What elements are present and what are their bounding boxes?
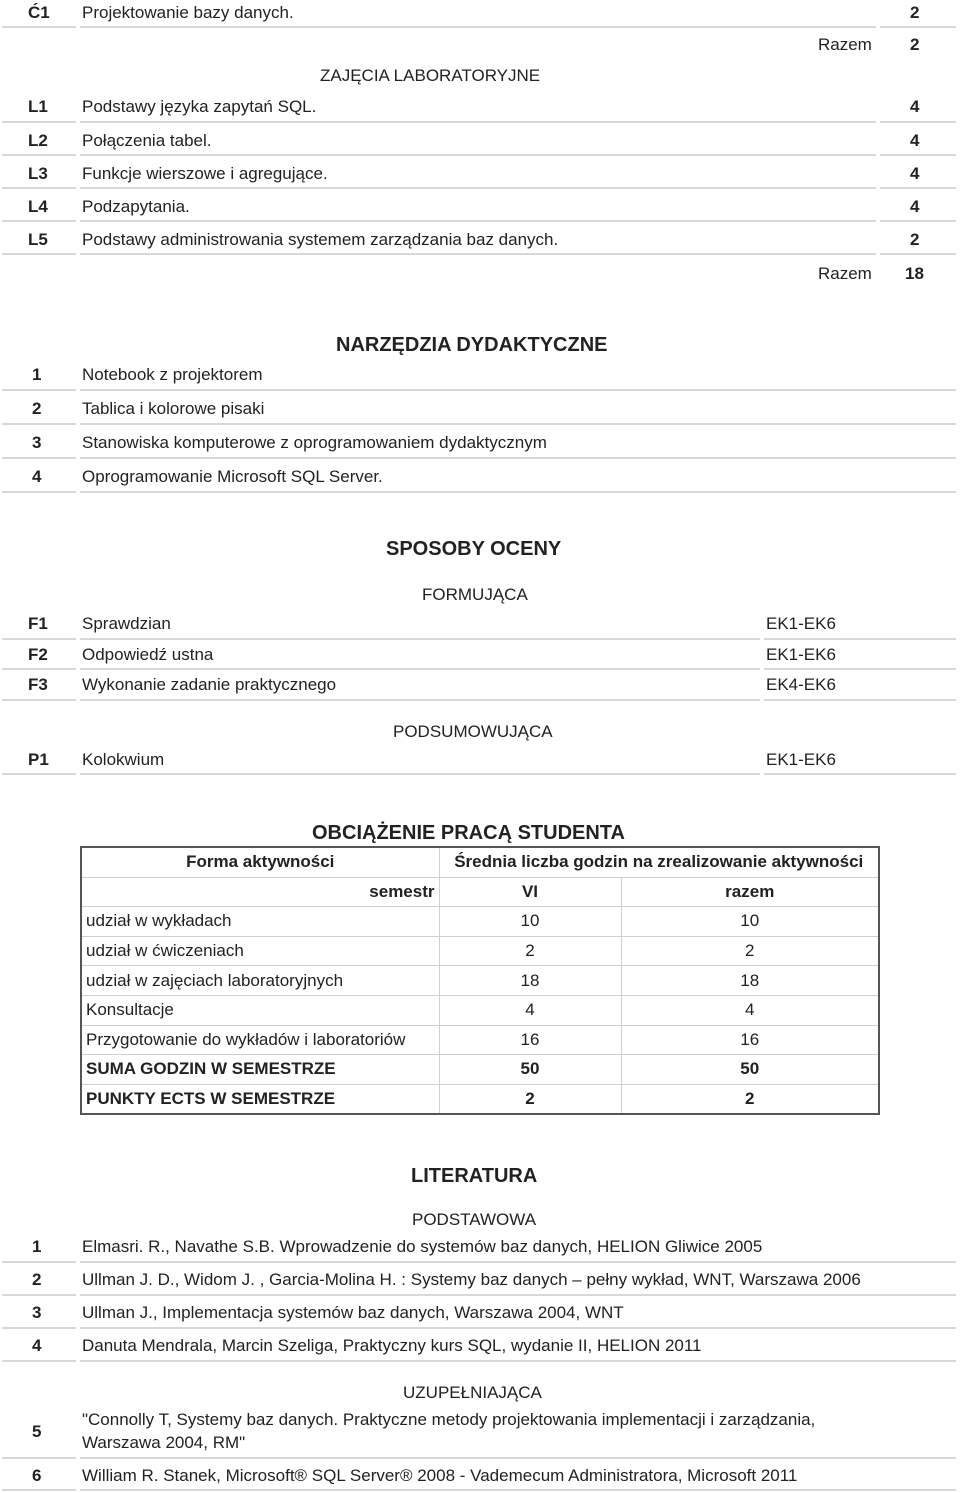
workload-heading: OBCIĄŻENIE PRACĄ STUDENTA — [312, 822, 625, 844]
lit-num: 4 — [32, 1336, 42, 1355]
activity-sem: 18 — [439, 966, 621, 996]
activity-total: 2 — [621, 936, 879, 966]
table-row — [81, 907, 879, 937]
activity-sem: 4 — [439, 995, 621, 1025]
supp-heading: UZUPEŁNIAJĄCA — [403, 1383, 542, 1402]
tool-num: 1 — [32, 365, 42, 384]
lit-text: Ullman J. D., Widom J. , Garcia-Molina H. : Systemy baz danych – pełny wykład, WNT, Warszawa 2006 — [82, 1270, 861, 1289]
lit-text: William R. Stanek, Microsoft® SQL Server® 2008 - Vademecum Administratora, Microsoft 2011 — [82, 1466, 798, 1485]
lab-code: L5 — [28, 230, 48, 249]
formative-heading: FORMUJĄCA — [422, 585, 528, 604]
lit-text: Danuta Mendrala, Marcin Szeliga, Praktyczny kurs SQL, wydanie II, HELION 2011 — [82, 1336, 702, 1355]
lab-hours: 4 — [910, 164, 920, 183]
lab-name: Funkcje wierszowe i agregujące. — [82, 164, 328, 183]
tools-heading: NARZĘDZIA DYDAKTYCZNE — [336, 334, 608, 356]
assessment-text: Wykonanie zadanie praktycznego — [82, 675, 337, 694]
activity-total: 50 — [621, 1055, 879, 1085]
lab-name: Połączenia tabel. — [82, 131, 212, 150]
lab-name: Podstawy administrowania systemem zarządzania baz danych. — [82, 230, 559, 249]
lit-num: 2 — [32, 1270, 42, 1289]
activity-name: udział w wykładach — [81, 907, 439, 937]
assessment-ek: EK1-EK6 — [766, 750, 836, 769]
lab-name: Podzapytania. — [82, 197, 190, 216]
assessment-ek: EK1-EK6 — [766, 614, 836, 633]
tool-num: 2 — [32, 399, 42, 418]
lit-text: Warszawa 2004, RM" — [82, 1433, 246, 1452]
table-header-row — [81, 847, 879, 877]
table-row — [81, 1055, 879, 1085]
table-row — [81, 877, 879, 907]
assessment-heading: SPOSOBY OCENY — [386, 538, 562, 560]
lit-text: "Connolly T, Systemy baz danych. Praktyczne metody projektowania implementacji i zarządzania, — [82, 1410, 816, 1429]
assessment-text: Kolokwium — [82, 750, 165, 769]
tool-text: Tablica i kolorowe pisaki — [82, 399, 265, 418]
assessment-text: Sprawdzian — [82, 614, 171, 633]
activity-sem: 50 — [439, 1055, 621, 1085]
lab-code: L2 — [28, 131, 48, 150]
row-code: Ć1 — [28, 3, 50, 22]
total-label: razem — [621, 877, 879, 907]
activity-name: PUNKTY ECTS W SEMESTRZE — [81, 1084, 439, 1114]
activity-name: udział w zajęciach laboratoryjnych — [81, 966, 439, 996]
table-row — [81, 936, 879, 966]
table-row — [81, 1025, 879, 1055]
assessment-code: F1 — [28, 614, 48, 633]
lit-text: Ullman J., Implementacja systemów baz danych, Warszawa 2004, WNT — [82, 1303, 624, 1322]
assessment-code: P1 — [28, 750, 49, 769]
lab-code: L1 — [28, 97, 48, 116]
row-hours: 2 — [910, 3, 920, 22]
activity-name: Konsultacje — [81, 995, 439, 1025]
razem-value: 18 — [905, 264, 924, 283]
razem-label: Razem — [818, 35, 872, 54]
basic-heading: PODSTAWOWA — [412, 1210, 537, 1229]
activity-sem: 2 — [439, 936, 621, 966]
activity-name: udział w ćwiczeniach — [81, 936, 439, 966]
tool-text: Stanowiska komputerowe z oprogramowaniem dydaktycznym — [82, 433, 547, 452]
razem-value: 2 — [910, 35, 920, 54]
assessment-ek: EK4-EK6 — [766, 675, 836, 694]
activity-total: 4 — [621, 995, 879, 1025]
razem-label: Razem — [818, 264, 872, 283]
activity-total: 18 — [621, 966, 879, 996]
assessment-code: F3 — [28, 675, 48, 694]
lit-num: 3 — [32, 1303, 42, 1322]
activity-total: 10 — [621, 907, 879, 937]
summative-heading: PODSUMOWUJĄCA — [393, 722, 553, 741]
table-row — [81, 1084, 879, 1114]
lab-hours: 2 — [910, 230, 920, 249]
activity-total: 2 — [621, 1084, 879, 1114]
lit-num: 1 — [32, 1237, 42, 1256]
activity-sem: 16 — [439, 1025, 621, 1055]
lab-heading: ZAJĘCIA LABORATORYJNE — [320, 66, 541, 85]
tool-text: Oprogramowanie Microsoft SQL Server. — [82, 467, 383, 486]
lit-num: 6 — [32, 1466, 42, 1485]
semester-value: VI — [439, 877, 621, 907]
table-row — [81, 995, 879, 1025]
table-row — [81, 966, 879, 996]
activity-name: Przygotowanie do wykładów i laboratoriów — [81, 1025, 439, 1055]
lab-name: Podstawy języka zapytań SQL. — [82, 97, 317, 116]
assessment-ek: EK1-EK6 — [766, 645, 836, 664]
literature-heading: LITERATURA — [411, 1165, 538, 1187]
activity-total: 16 — [621, 1025, 879, 1055]
tool-num: 4 — [32, 467, 42, 486]
lit-num: 5 — [32, 1422, 42, 1441]
lab-hours: 4 — [910, 131, 920, 150]
activity-sem: 2 — [439, 1084, 621, 1114]
tool-num: 3 — [32, 433, 42, 452]
assessment-text: Odpowiedź ustna — [82, 645, 214, 664]
lab-code: L4 — [28, 197, 48, 216]
semester-label: semestr — [81, 877, 439, 907]
lab-hours: 4 — [910, 197, 920, 216]
activity-name: SUMA GODZIN W SEMESTRZE — [81, 1055, 439, 1085]
lab-hours: 4 — [910, 97, 920, 116]
workload-table — [80, 846, 880, 1115]
row-name: Projektowanie bazy danych. — [82, 3, 294, 22]
tool-text: Notebook z projektorem — [82, 365, 263, 384]
col-hours: Średnia liczba godzin na zrealizowanie aktywności — [439, 847, 879, 877]
lit-text: Elmasri. R., Navathe S.B. Wprowadzenie do systemów baz danych, HELION Gliwice 2005 — [82, 1237, 763, 1256]
activity-sem: 10 — [439, 907, 621, 937]
lab-code: L3 — [28, 164, 48, 183]
col-activity: Forma aktywności — [81, 847, 439, 877]
assessment-code: F2 — [28, 645, 48, 664]
